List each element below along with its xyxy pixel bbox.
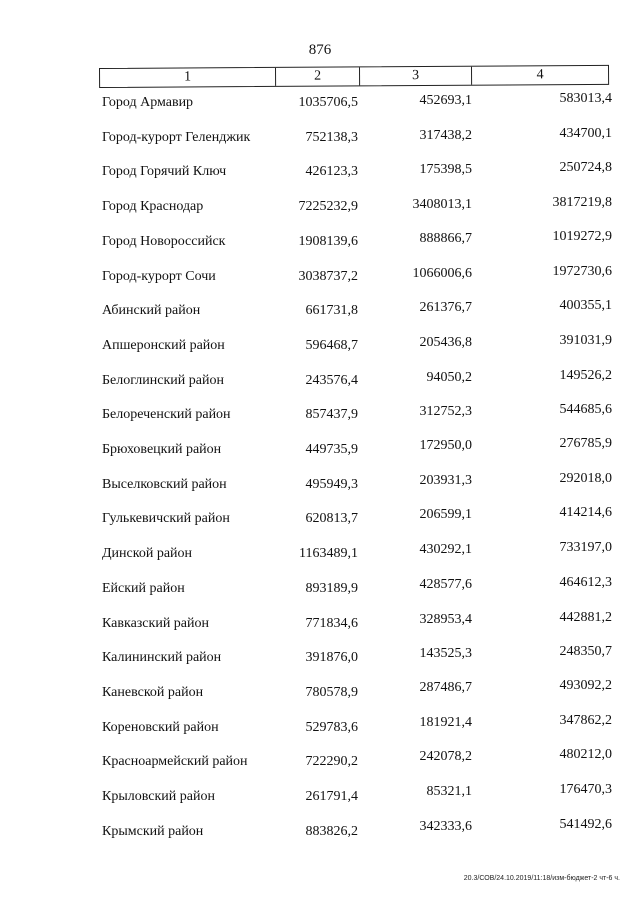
row-col-4: 292018,0 [559, 470, 612, 486]
table-row [100, 332, 620, 356]
row-col-3: 205436,8 [419, 334, 472, 350]
row-col-4: 544685,6 [559, 402, 612, 418]
table-row [100, 263, 620, 287]
row-name: Город Горячий Ключ [102, 164, 227, 180]
row-col-2: 1035706,5 [298, 95, 358, 110]
row-col-3: 172950,0 [419, 438, 472, 453]
row-name: Каневской район [102, 684, 204, 700]
document-footer-code: 20.3/СОВ/24.10.2019/11:18/изм-бюджет-2 чт-6 ч. [463, 875, 620, 882]
row-name: Выселковский район [102, 476, 227, 492]
table-row [100, 609, 620, 634]
table-row [100, 816, 620, 842]
row-col-2: 883826,2 [305, 823, 358, 839]
row-col-4: 733197,0 [559, 540, 612, 556]
row-col-3: 94050,2 [426, 369, 472, 385]
row-col-2: 391876,0 [305, 650, 358, 666]
table-row [100, 747, 620, 772]
table-row [100, 125, 620, 148]
table-row [100, 436, 620, 460]
row-name: Крыловский район [102, 789, 215, 804]
row-col-3: 181921,4 [419, 714, 472, 730]
row-col-3: 312752,3 [419, 404, 472, 420]
row-col-2: 7225232,9 [298, 199, 358, 215]
row-col-3: 175398,5 [419, 162, 472, 178]
row-col-2: 243576,4 [305, 372, 358, 388]
row-col-2: 449735,9 [305, 442, 358, 457]
row-col-2: 529783,6 [305, 719, 358, 735]
row-name: Гулькевичский район [102, 511, 230, 527]
table-row [100, 782, 620, 807]
header-col-4: 4 [536, 67, 544, 83]
row-col-3: 85321,1 [426, 784, 472, 799]
row-col-4: 493092,2 [559, 677, 612, 693]
row-col-4: 414214,6 [559, 505, 612, 521]
row-col-3: 452693,1 [419, 93, 472, 108]
row-col-4: 149526,2 [559, 367, 612, 383]
table-row [100, 197, 620, 217]
row-col-3: 143525,3 [419, 646, 472, 662]
row-col-2: 261791,4 [305, 789, 358, 804]
row-col-4: 391031,9 [559, 332, 612, 348]
row-col-3: 261376,7 [419, 300, 472, 316]
row-name: Город Новороссийск [102, 233, 226, 249]
row-col-4: 276785,9 [559, 436, 612, 451]
row-name: Город Армавир [102, 95, 194, 110]
table-row [100, 470, 620, 495]
row-col-3: 206599,1 [419, 507, 472, 523]
header-col-1: 1 [100, 68, 276, 87]
row-col-2: 1163489,1 [299, 546, 358, 562]
row-col-3: 1066006,6 [412, 265, 472, 281]
row-col-2: 661731,8 [305, 303, 358, 319]
row-col-4: 1019272,9 [552, 228, 612, 244]
row-col-4: 400355,1 [559, 298, 612, 314]
row-name: Крымский район [102, 823, 204, 839]
row-col-3: 242078,2 [419, 749, 472, 765]
row-name: Кореновский район [102, 719, 219, 735]
row-col-2: 596468,7 [305, 337, 358, 353]
row-col-4: 347862,2 [559, 712, 612, 728]
row-col-3: 203931,3 [419, 472, 472, 488]
row-col-2: 1908139,6 [298, 233, 358, 249]
row-name: Апшеронский район [102, 337, 225, 353]
table-row [100, 644, 620, 668]
row-col-3: 3408013,1 [412, 197, 472, 213]
row-col-4: 176470,3 [559, 782, 612, 797]
table-row [100, 505, 620, 529]
table-row [100, 712, 620, 738]
header-col-2: 2 [276, 67, 360, 86]
row-col-2: 771834,6 [305, 615, 358, 631]
row-name: Белоглинский район [102, 372, 224, 388]
table-row [100, 574, 620, 599]
row-col-4: 541492,6 [559, 816, 612, 832]
row-col-3: 430292,1 [419, 542, 472, 558]
row-col-4: 464612,3 [559, 574, 612, 590]
row-col-3: 888866,7 [419, 230, 472, 246]
table-header [99, 65, 609, 88]
row-col-3: 428577,6 [419, 576, 472, 592]
row-col-2: 857437,9 [305, 407, 358, 423]
row-name: Красноармейский район [102, 754, 248, 770]
row-col-4: 250724,8 [559, 160, 612, 176]
row-name: Город-курорт Геленджик [102, 129, 251, 145]
row-col-4: 442881,2 [559, 609, 612, 625]
row-col-4: 3817219,8 [552, 195, 612, 211]
row-name: Брюховецкий район [102, 442, 222, 457]
row-col-2: 752138,3 [305, 129, 358, 145]
page-number: 876 [308, 42, 332, 58]
row-col-2: 3038737,2 [298, 268, 358, 284]
table-row [100, 228, 620, 252]
table-row [100, 540, 620, 564]
row-col-4: 583013,4 [559, 91, 612, 106]
row-col-4: 434700,1 [559, 125, 612, 141]
row-col-2: 426123,3 [305, 164, 358, 180]
row-col-4: 248350,7 [559, 644, 612, 660]
table-row [100, 93, 620, 113]
row-col-3: 342333,6 [419, 818, 472, 834]
table-row [100, 402, 620, 425]
row-col-2: 893189,9 [305, 580, 358, 596]
row-name: Белореченский район [102, 407, 231, 423]
row-name: Кавказский район [102, 615, 210, 631]
row-col-3: 287486,7 [419, 679, 472, 695]
row-name: Калининский район [102, 650, 222, 666]
row-col-3: 317438,2 [419, 127, 472, 143]
table-row [100, 677, 620, 703]
row-col-2: 780578,9 [305, 684, 358, 700]
row-name: Город Краснодар [102, 199, 204, 215]
table-row [100, 162, 620, 182]
table-row [100, 298, 620, 321]
row-col-2: 722290,2 [305, 754, 358, 770]
table-row [100, 367, 620, 391]
row-col-2: 495949,3 [305, 476, 358, 492]
row-name: Динской район [102, 546, 193, 562]
row-name: Абинский район [102, 303, 201, 319]
row-col-4: 480212,0 [559, 747, 612, 763]
row-name: Ейский район [102, 580, 185, 596]
header-col-3: 3 [360, 67, 472, 86]
row-col-4: 1972730,6 [552, 263, 612, 279]
row-col-2: 620813,7 [305, 511, 358, 527]
row-name: Город-курорт Сочи [102, 268, 216, 284]
row-col-3: 328953,4 [419, 611, 472, 627]
